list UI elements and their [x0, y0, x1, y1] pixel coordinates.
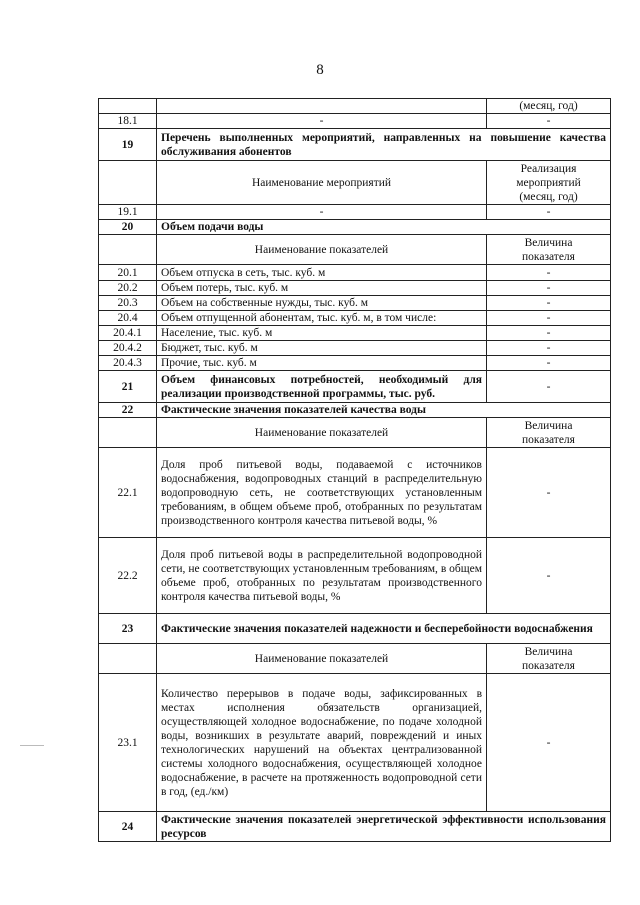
- indicator-name-cell: -: [157, 114, 487, 129]
- section-title-cell: Перечень выполненных мероприятий, направленных на повышение качества обслуживания абонентов: [157, 129, 611, 161]
- indicator-name-cell: Доля проб питьевой воды, подаваемой с источников водоснабжения, водопроводных станций в распределительную водопроводную сеть, не соответствующих установленным требованиям, в общем объеме проб, отобранных по результатам производственного контроля качества питьевой воды, %: [157, 448, 487, 538]
- table-row: [99, 356, 611, 371]
- page-number: 8: [316, 62, 324, 78]
- section-title-cell: Объем подачи воды: [157, 220, 611, 235]
- indicator-name-cell: Доля проб питьевой воды в распределительной водопроводной сети, не соответствующих установленным требованиям, в общем объеме проб, отобранных по результатам производственного контроля качества питьевой воды, %: [157, 538, 487, 614]
- section-row: [99, 614, 611, 644]
- indicator-name-cell: Бюджет, тыс. куб. м: [157, 341, 487, 356]
- section-number-cell: 22: [99, 403, 157, 418]
- section-title-cell: Фактические значения показателей энергетической эффективности использования ресурсов: [157, 812, 611, 842]
- table-row: [99, 99, 611, 114]
- column-header-name: Наименование показателей: [157, 235, 487, 265]
- value-cell: -: [487, 538, 611, 614]
- row-number-cell: 22.2: [99, 538, 157, 614]
- value-cell: -: [487, 326, 611, 341]
- section-row: [99, 129, 611, 161]
- section-number-cell: 19: [99, 129, 157, 161]
- indicator-name-cell: Объем отпуска в сеть, тыс. куб. м: [157, 265, 487, 281]
- row-number-cell: 20.2: [99, 281, 157, 296]
- section-row: [99, 220, 611, 235]
- indicators-table: [98, 98, 611, 842]
- value-cell: -: [487, 341, 611, 356]
- indicator-name-cell: -: [157, 205, 487, 220]
- section-row: [99, 812, 611, 842]
- row-number-cell: 20.3: [99, 296, 157, 311]
- row-number-cell: 23.1: [99, 674, 157, 812]
- table-row: [99, 205, 611, 220]
- value-cell: -: [487, 674, 611, 812]
- value-cell: -: [487, 311, 611, 326]
- section-number-cell: 24: [99, 812, 157, 842]
- indicator-name-cell: [157, 99, 487, 114]
- section-number-cell: 20: [99, 220, 157, 235]
- row-number-cell: 20.4.3: [99, 356, 157, 371]
- table-row: [99, 326, 611, 341]
- value-cell: -: [487, 205, 611, 220]
- table-row: [99, 114, 611, 129]
- column-header-name: Наименование показателей: [157, 644, 487, 674]
- column-header-name: Наименование мероприятий: [157, 161, 487, 205]
- value-cell: -: [487, 265, 611, 281]
- table-row: [99, 281, 611, 296]
- column-header-value: Величина показателя: [487, 418, 611, 448]
- value-cell: -: [487, 296, 611, 311]
- value-cell: -: [487, 356, 611, 371]
- row-number-cell: [99, 235, 157, 265]
- table-header-row: [99, 644, 611, 674]
- section-title-cell: Фактические значения показателей надежности и бесперебойности водоснабжения: [157, 614, 611, 644]
- row-number-cell: 20.4.2: [99, 341, 157, 356]
- row-number-cell: 20.4.1: [99, 326, 157, 341]
- table-row: [99, 296, 611, 311]
- value-cell: -: [487, 281, 611, 296]
- column-header-value: Величина показателя: [487, 235, 611, 265]
- scan-margin-mark: [20, 745, 44, 746]
- value-cell: -: [487, 448, 611, 538]
- column-header-value: Величина показателя: [487, 644, 611, 674]
- row-number-cell: 22.1: [99, 448, 157, 538]
- indicator-name-cell: Население, тыс. куб. м: [157, 326, 487, 341]
- table-header-row: [99, 235, 611, 265]
- section-row: [99, 371, 611, 403]
- indicator-name-cell: Прочие, тыс. куб. м: [157, 356, 487, 371]
- row-number-cell: 18.1: [99, 114, 157, 129]
- indicator-name-cell: Объем потерь, тыс. куб. м: [157, 281, 487, 296]
- section-title-cell: Фактические значения показателей качества воды: [157, 403, 611, 418]
- indicator-name-cell: Объем на собственные нужды, тыс. куб. м: [157, 296, 487, 311]
- section-title-cell: Объем финансовых потребностей, необходимый для реализации производственной программы, тыс. руб.: [157, 371, 487, 403]
- table-row: [99, 311, 611, 326]
- section-row: [99, 403, 611, 418]
- table-row: [99, 265, 611, 281]
- section-number-cell: 21: [99, 371, 157, 403]
- table-header-row: [99, 418, 611, 448]
- table-row: [99, 448, 611, 538]
- indicator-name-cell: Количество перерывов в подаче воды, зафиксированных в местах исполнения обязательств организацией, осуществляющей холодное водоснабжение, по подаче холодной воды, возникших в результате аварий, повреждений и иных технологических нарушений на объектах централизованной системы холодного водоснабжения, осуществляющей холодное водоснабжение, в расчете на протяженность водопроводной сети в год, (ед./км): [157, 674, 487, 812]
- column-header-value: Реализация мероприятий (месяц, год): [487, 161, 611, 205]
- table-header-row: [99, 161, 611, 205]
- row-number-cell: [99, 644, 157, 674]
- row-number-cell: 20.4: [99, 311, 157, 326]
- row-number-cell: [99, 99, 157, 114]
- row-number-cell: 19.1: [99, 205, 157, 220]
- indicator-name-cell: Объем отпущенной абонентам, тыс. куб. м, в том числе:: [157, 311, 487, 326]
- table-row: [99, 538, 611, 614]
- table-row: [99, 341, 611, 356]
- table-row: [99, 674, 611, 812]
- value-cell: (месяц, год): [487, 99, 611, 114]
- column-header-name: Наименование показателей: [157, 418, 487, 448]
- row-number-cell: 20.1: [99, 265, 157, 281]
- value-cell: -: [487, 371, 611, 403]
- value-cell: -: [487, 114, 611, 129]
- row-number-cell: [99, 418, 157, 448]
- section-number-cell: 23: [99, 614, 157, 644]
- row-number-cell: [99, 161, 157, 205]
